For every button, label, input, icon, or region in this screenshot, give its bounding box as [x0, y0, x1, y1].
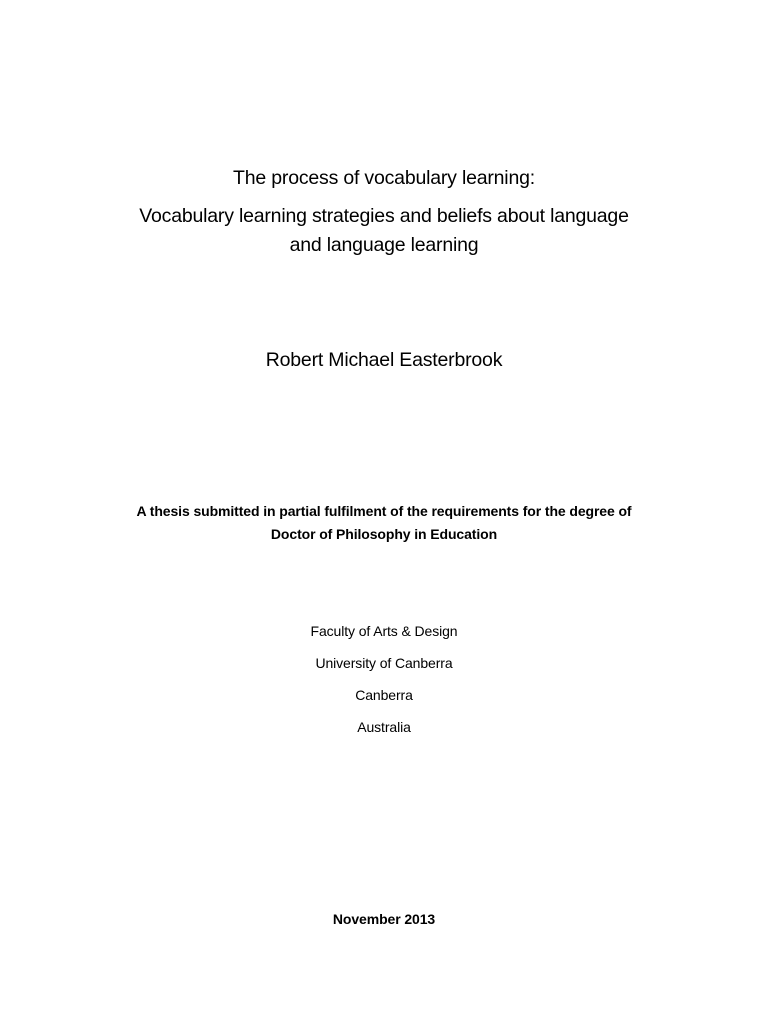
thesis-title-line-3: and language learning — [289, 234, 479, 256]
thesis-statement-line-2: Doctor of Philosophy in Education — [270, 526, 498, 542]
thesis-statement-line-1: A thesis submitted in partial fulfilment of the requirements for the degree of — [136, 503, 632, 519]
university-name: University of Canberra — [315, 655, 453, 671]
submission-date: November 2013 — [332, 911, 436, 927]
city-name: Canberra — [355, 687, 413, 703]
author-name: Robert Michael Easterbrook — [265, 349, 503, 371]
thesis-title-line-1: The process of vocabulary learning: — [233, 167, 535, 189]
country-name: Australia — [357, 719, 411, 735]
thesis-title-line-2: Vocabulary learning strategies and beliefs about language — [139, 205, 629, 227]
faculty-name: Faculty of Arts & Design — [310, 623, 458, 639]
